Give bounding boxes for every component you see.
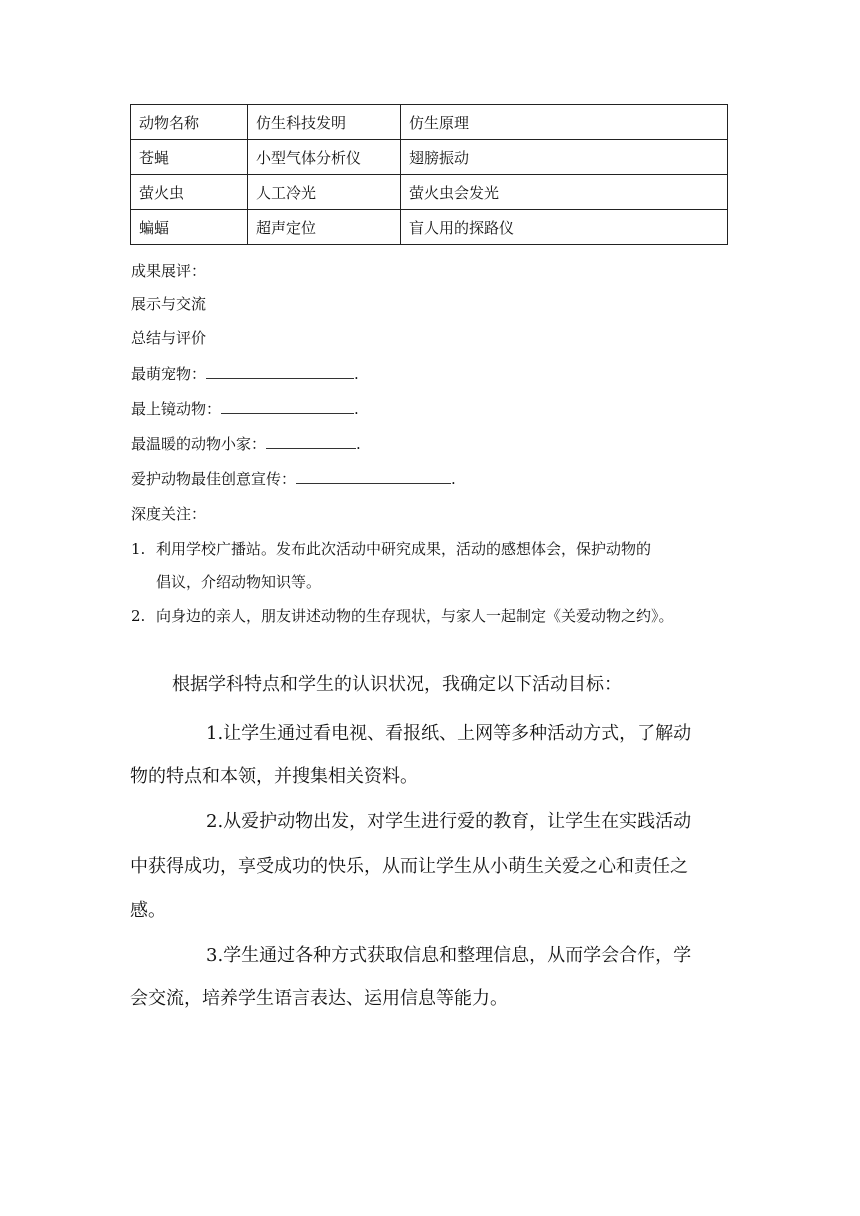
goal-3-line: 会交流，培养学生语言表达、运用信息等能力。 bbox=[130, 988, 508, 1009]
table-cell: 萤火虫 bbox=[131, 175, 248, 210]
creative-line bbox=[131, 469, 456, 489]
cute-pet-label: 最萌宠物： bbox=[131, 365, 207, 383]
summary-evaluation-line: 总结与评价 bbox=[131, 329, 207, 347]
warm-home-label: 最温暖的动物小家： bbox=[131, 435, 267, 453]
list-item-text: 利用学校广播站。发布此次活动中研究成果，活动的感想体会，保护动物的 bbox=[156, 540, 652, 558]
warm-home-line bbox=[131, 434, 361, 454]
table-cell: 超声定位 bbox=[248, 210, 401, 245]
table-header-cell: 仿生原理 bbox=[401, 105, 728, 140]
table-header-cell: 动物名称 bbox=[131, 105, 248, 140]
show-exchange-line: 展示与交流 bbox=[131, 295, 207, 313]
results-heading: 成果展评： bbox=[131, 262, 207, 280]
table-cell: 苍蝇 bbox=[131, 140, 248, 175]
goal-3-line: 3.学生通过各种方式获取信息和整理信息，从而学会合作，学 bbox=[206, 945, 692, 966]
table-cell: 盲人用的探路仪 bbox=[401, 210, 728, 245]
creative-blank bbox=[296, 469, 451, 484]
period: . bbox=[354, 400, 359, 418]
table-header-row bbox=[131, 105, 728, 140]
cute-pet-line bbox=[131, 364, 359, 384]
goal-2-line: 感。 bbox=[130, 900, 166, 921]
goal-2-line: 中获得成功，享受成功的快乐，从而让学生从小萌生关爱之心和责任之 bbox=[130, 856, 688, 877]
list-item-text: 向身边的亲人，朋友讲述动物的生存现状，与家人一起制定《关爱动物之约》。 bbox=[156, 607, 674, 625]
photogenic-label: 最上镜动物： bbox=[131, 400, 222, 418]
table-row bbox=[131, 175, 728, 210]
list-item-text: 倡议，介绍动物知识等。 bbox=[156, 573, 322, 591]
cute-pet-blank bbox=[206, 364, 354, 379]
table-cell: 小型气体分析仪 bbox=[248, 140, 401, 175]
table-cell: 萤火虫会发光 bbox=[401, 175, 728, 210]
period: . bbox=[356, 435, 361, 453]
table-cell: 人工冷光 bbox=[248, 175, 401, 210]
period: . bbox=[451, 470, 456, 488]
table-row bbox=[131, 140, 728, 175]
period: . bbox=[354, 365, 359, 383]
goals-intro: 根据学科特点和学生的认识状况，我确定以下活动目标： bbox=[172, 674, 622, 695]
bionics-table bbox=[130, 104, 728, 245]
warm-home-blank bbox=[266, 434, 356, 449]
list-number: 1. bbox=[131, 540, 146, 558]
goal-1-line: 1.让学生通过看电视、看报纸、上网等多种活动方式，了解动 bbox=[206, 723, 692, 744]
list-number: 2. bbox=[131, 607, 146, 625]
table-row bbox=[131, 210, 728, 245]
table-header-cell: 仿生科技发明 bbox=[248, 105, 401, 140]
creative-label: 爱护动物最佳创意宣传： bbox=[131, 470, 297, 488]
table-cell: 翅膀振动 bbox=[401, 140, 728, 175]
goal-2-line: 2.从爱护动物出发，对学生进行爱的教育，让学生在实践活动 bbox=[206, 811, 692, 832]
photogenic-blank bbox=[221, 399, 354, 414]
photogenic-line bbox=[131, 399, 359, 419]
deep-heading: 深度关注： bbox=[131, 505, 207, 523]
table-cell: 蝙蝠 bbox=[131, 210, 248, 245]
goal-1-line: 物的特点和本领，并搜集相关资料。 bbox=[130, 766, 418, 787]
